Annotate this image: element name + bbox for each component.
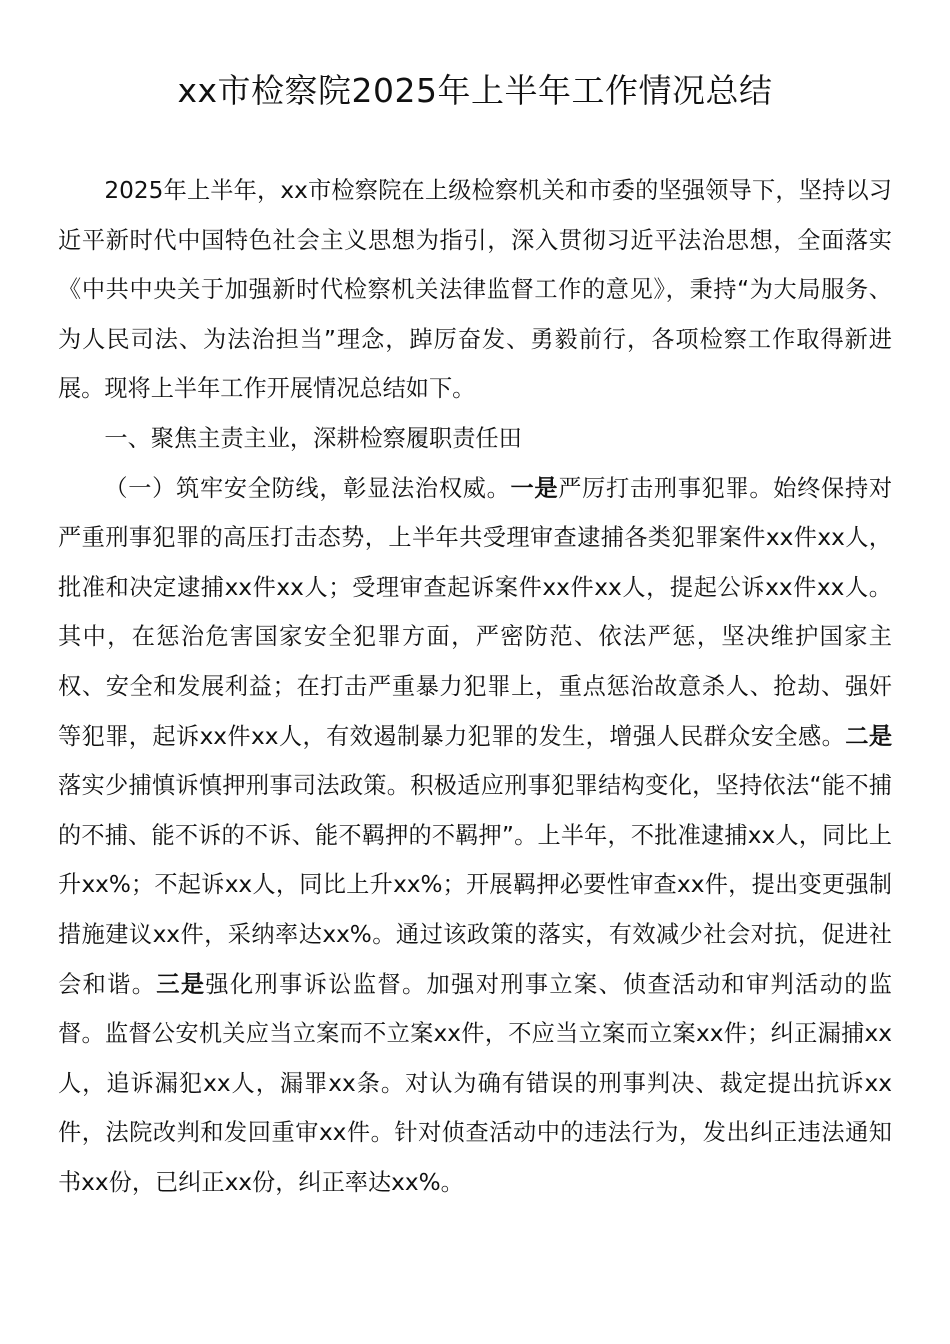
point-label-2: 二是 xyxy=(845,722,893,750)
section-heading: 一、聚焦主责主业，深耕检察履职责任田 xyxy=(104,424,522,452)
point-label-1: 一是 xyxy=(510,474,559,502)
document-body xyxy=(58,166,892,1207)
point-text-2: 落实少捕慎诉慎押刑事司法政策。积极适应刑事犯罪结构变化，坚持依法“能不捕的不捕、能不诉的不诉、能不羁押的不羁押”。上半年，不批准逮捕xx人，同比上升xx%；不起诉xx人，同比上升xx%；开展羁押必要性审查xx件，提出变更强制措施建议xx件，采纳率达xx%。通过该政策的落实，有效减少社会对抗，促进社会和谐。 xyxy=(58,772,892,998)
intro-paragraph: 2025年上半年，xx市检察院在上级检察机关和市委的坚强领导下，坚持以习近平新时代中国特色社会主义思想为指引，深入贯彻习近平法治思想，全面落实《中共中央关于加强新时代检察机关法律监督工作的意见》，秉持“为大局服务、为人民司法、为法治担当”理念，踔厉奋发、勇毅前行，各项检察工作取得新进展。现将上半年工作开展情况总结如下。 xyxy=(58,177,892,403)
subsection-lead: （一）筑牢安全防线，彰显法治权威。 xyxy=(104,474,511,502)
point-text-3: 强化刑事诉讼监督。加强对刑事立案、侦查活动和审判活动的监督。监督公安机关应当立案而不立案xx件，不应当立案而立案xx件；纠正漏捕xx人，追诉漏犯xx人，漏罪xx条。对认为确有错误的刑事判决、裁定提出抗诉xx件，法院改判和发回重审xx件。针对侦查活动中的违法行为，发出纠正违法通知书xx份，已纠正xx份，纠正率达xx%。 xyxy=(58,970,892,1196)
subsection-paragraph xyxy=(58,464,892,1208)
point-label-3: 三是 xyxy=(156,970,206,998)
document-title: xx市检察院2025年上半年工作情况总结 xyxy=(177,71,773,110)
point-text-1: 严厉打击刑事犯罪。始终保持对严重刑事犯罪的高压打击态势，上半年共受理审查逮捕各类犯罪案件xx件xx人，批准和决定逮捕xx件xx人；受理审查起诉案件xx件xx人，提起公诉xx件xx人。其中，在惩治危害国家安全犯罪方面，严密防范、依法严惩，坚决维护国家主权、安全和发展利益；在打击严重暴力犯罪上，重点惩治故意杀人、抢劫、强奸等犯罪，起诉xx件xx人，有效遏制暴力犯罪的发生，增强人民群众安全感。 xyxy=(58,474,893,750)
